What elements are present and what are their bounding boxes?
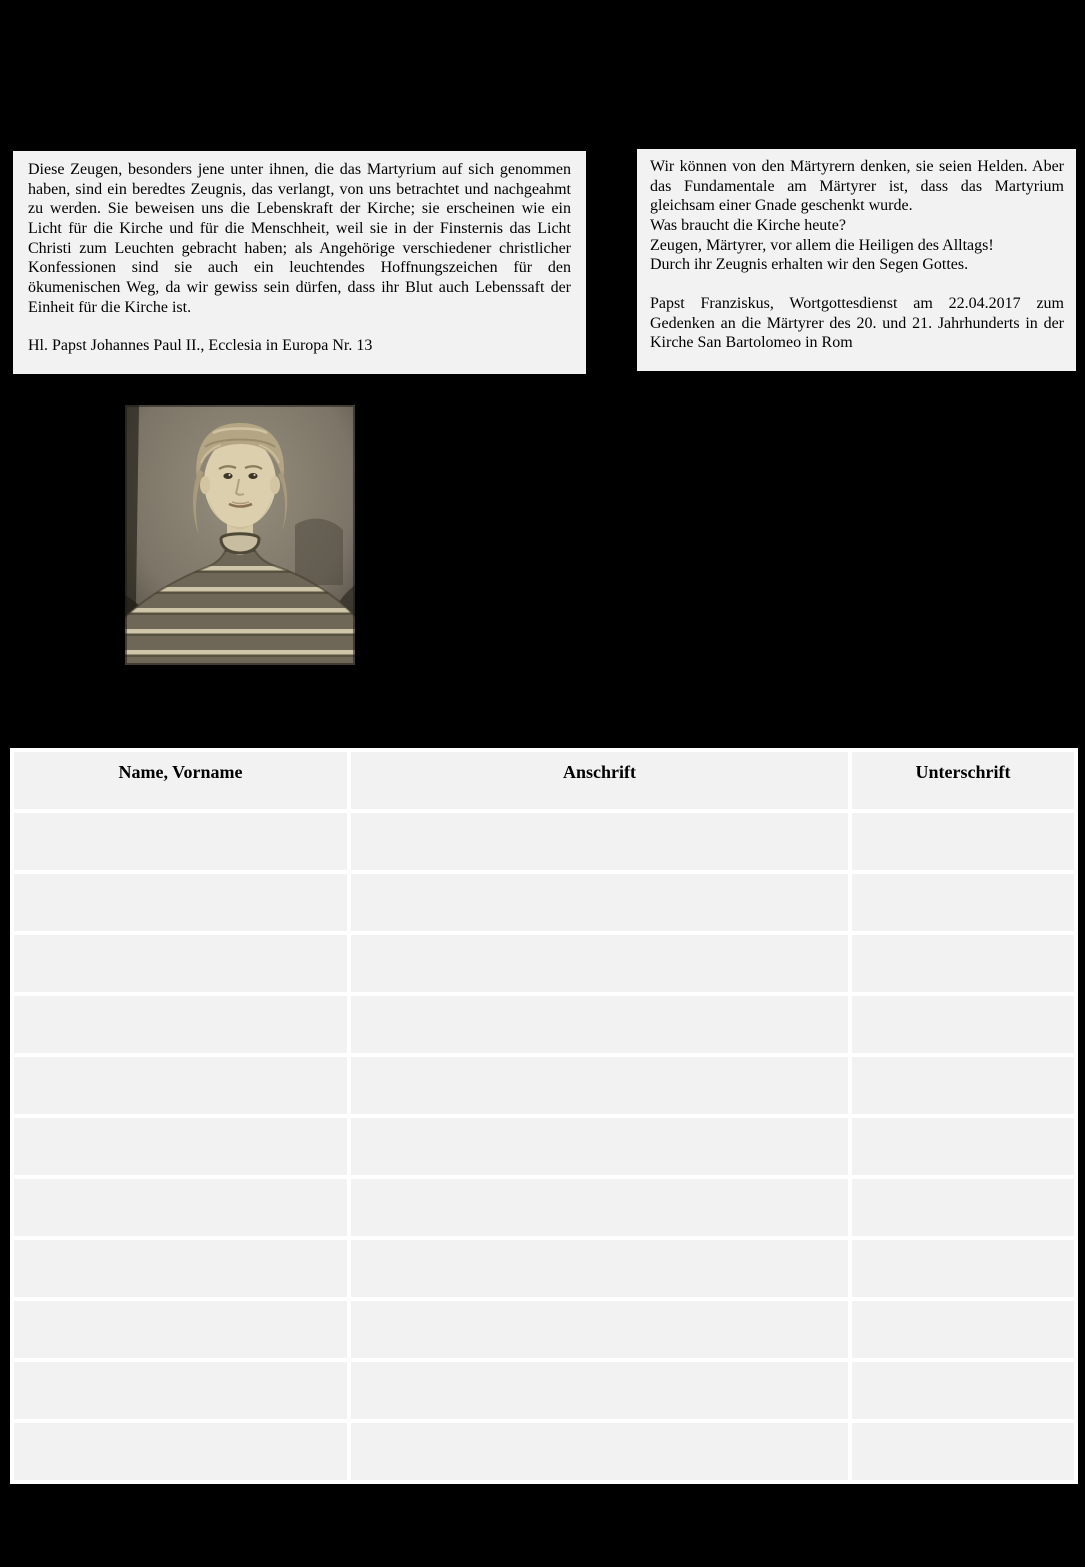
signature-table bbox=[10, 748, 1078, 1484]
empty-cell bbox=[351, 874, 848, 931]
empty-cell bbox=[14, 1301, 347, 1358]
empty-cell bbox=[14, 1057, 347, 1114]
table-row bbox=[14, 1057, 1074, 1114]
empty-cell bbox=[852, 1057, 1074, 1114]
quote-box-francis bbox=[636, 148, 1077, 372]
quote-line: Zeugen, Märtyrer, vor allem die Heiligen des Alltags! bbox=[650, 236, 994, 254]
quote-attribution: Hl. Papst Johannes Paul II., Ecclesia in Europa Nr. 13 bbox=[28, 337, 373, 355]
empty-cell bbox=[852, 1179, 1074, 1236]
signature-table-header bbox=[14, 752, 1074, 809]
empty-cell bbox=[852, 1240, 1074, 1297]
empty-cell bbox=[14, 813, 347, 870]
table-row bbox=[14, 813, 1074, 870]
empty-cell bbox=[351, 1362, 848, 1419]
quote-box-john-paul bbox=[12, 150, 587, 375]
empty-cell bbox=[351, 813, 848, 870]
quote-text: Diese Zeugen, besonders jene unter ihnen, die das Martyrium auf sich genommen haben, sind ein beredtes Zeugnis, das verlangt, von uns betrachtet und nachgeahmt zu werden. Sie beweisen uns die Lebenskraft der Kirche; sie erscheinen wie ein Licht für die Kirche und für die Menschheit, weil sie in der Finsternis das Licht Christi zum Leuchten gebracht haben; als Angehörige verschiedener christlicher Konfessionen sind sie auch ein leuchtendes Hoffnungszeichen für den ökumenischen Weg, da wir gewiss sein dürfen, dass ihr Blut auch Lebenssaft der Einheit für die Kirche ist. bbox=[28, 161, 571, 316]
empty-cell bbox=[14, 1362, 347, 1419]
empty-cell bbox=[14, 1118, 347, 1175]
table-row bbox=[14, 1240, 1074, 1297]
empty-cell bbox=[14, 1179, 347, 1236]
column-header-signature: Unterschrift bbox=[852, 752, 1074, 809]
empty-cell bbox=[14, 1240, 347, 1297]
empty-cell bbox=[852, 1423, 1074, 1480]
empty-cell bbox=[852, 996, 1074, 1053]
table-row bbox=[14, 1179, 1074, 1236]
empty-cell bbox=[852, 1362, 1074, 1419]
blank-line bbox=[28, 317, 571, 336]
blank-line bbox=[650, 275, 1064, 294]
table-row bbox=[14, 935, 1074, 992]
quote-attribution: Papst Franziskus, Wortgottesdienst am 22.04.2017 zum Gedenken an die Märtyrer des 20. und 21. Jahrhunderts in der Kirche San Bartolomeo in Rom bbox=[650, 295, 1064, 352]
empty-cell bbox=[14, 996, 347, 1053]
empty-cell bbox=[852, 874, 1074, 931]
table-row bbox=[14, 874, 1074, 931]
empty-cell bbox=[351, 1240, 848, 1297]
column-header-address: Anschrift bbox=[351, 752, 848, 809]
table-row bbox=[14, 1301, 1074, 1358]
empty-cell bbox=[351, 1179, 848, 1236]
table-row bbox=[14, 996, 1074, 1053]
table-row bbox=[14, 1423, 1074, 1480]
table-header-row bbox=[14, 752, 1074, 809]
quote-line: Durch ihr Zeugnis erhalten wir den Segen Gottes. bbox=[650, 256, 969, 274]
empty-cell bbox=[852, 935, 1074, 992]
table-row bbox=[14, 1362, 1074, 1419]
empty-cell bbox=[852, 1118, 1074, 1175]
portrait-photo bbox=[125, 405, 355, 665]
empty-cell bbox=[351, 935, 848, 992]
empty-cell bbox=[351, 996, 848, 1053]
empty-cell bbox=[351, 1423, 848, 1480]
portrait-photo-image bbox=[125, 405, 355, 665]
empty-cell bbox=[852, 1301, 1074, 1358]
table-row bbox=[14, 1118, 1074, 1175]
empty-cell bbox=[351, 1301, 848, 1358]
empty-cell bbox=[351, 1057, 848, 1114]
column-header-name: Name, Vorname bbox=[14, 752, 347, 809]
empty-cell bbox=[14, 874, 347, 931]
empty-cell bbox=[14, 935, 347, 992]
empty-cell bbox=[351, 1118, 848, 1175]
empty-cell bbox=[852, 813, 1074, 870]
empty-cell bbox=[14, 1423, 347, 1480]
signature-table-body bbox=[14, 813, 1074, 1480]
quote-line: Was braucht die Kirche heute? bbox=[650, 217, 846, 235]
quote-text: Wir können von den Märtyrern denken, sie seien Helden. Aber das Fundamentale am Märtyrer ist, dass das Martyrium gleichsam einer Gnade geschenkt wurde. bbox=[650, 158, 1064, 215]
